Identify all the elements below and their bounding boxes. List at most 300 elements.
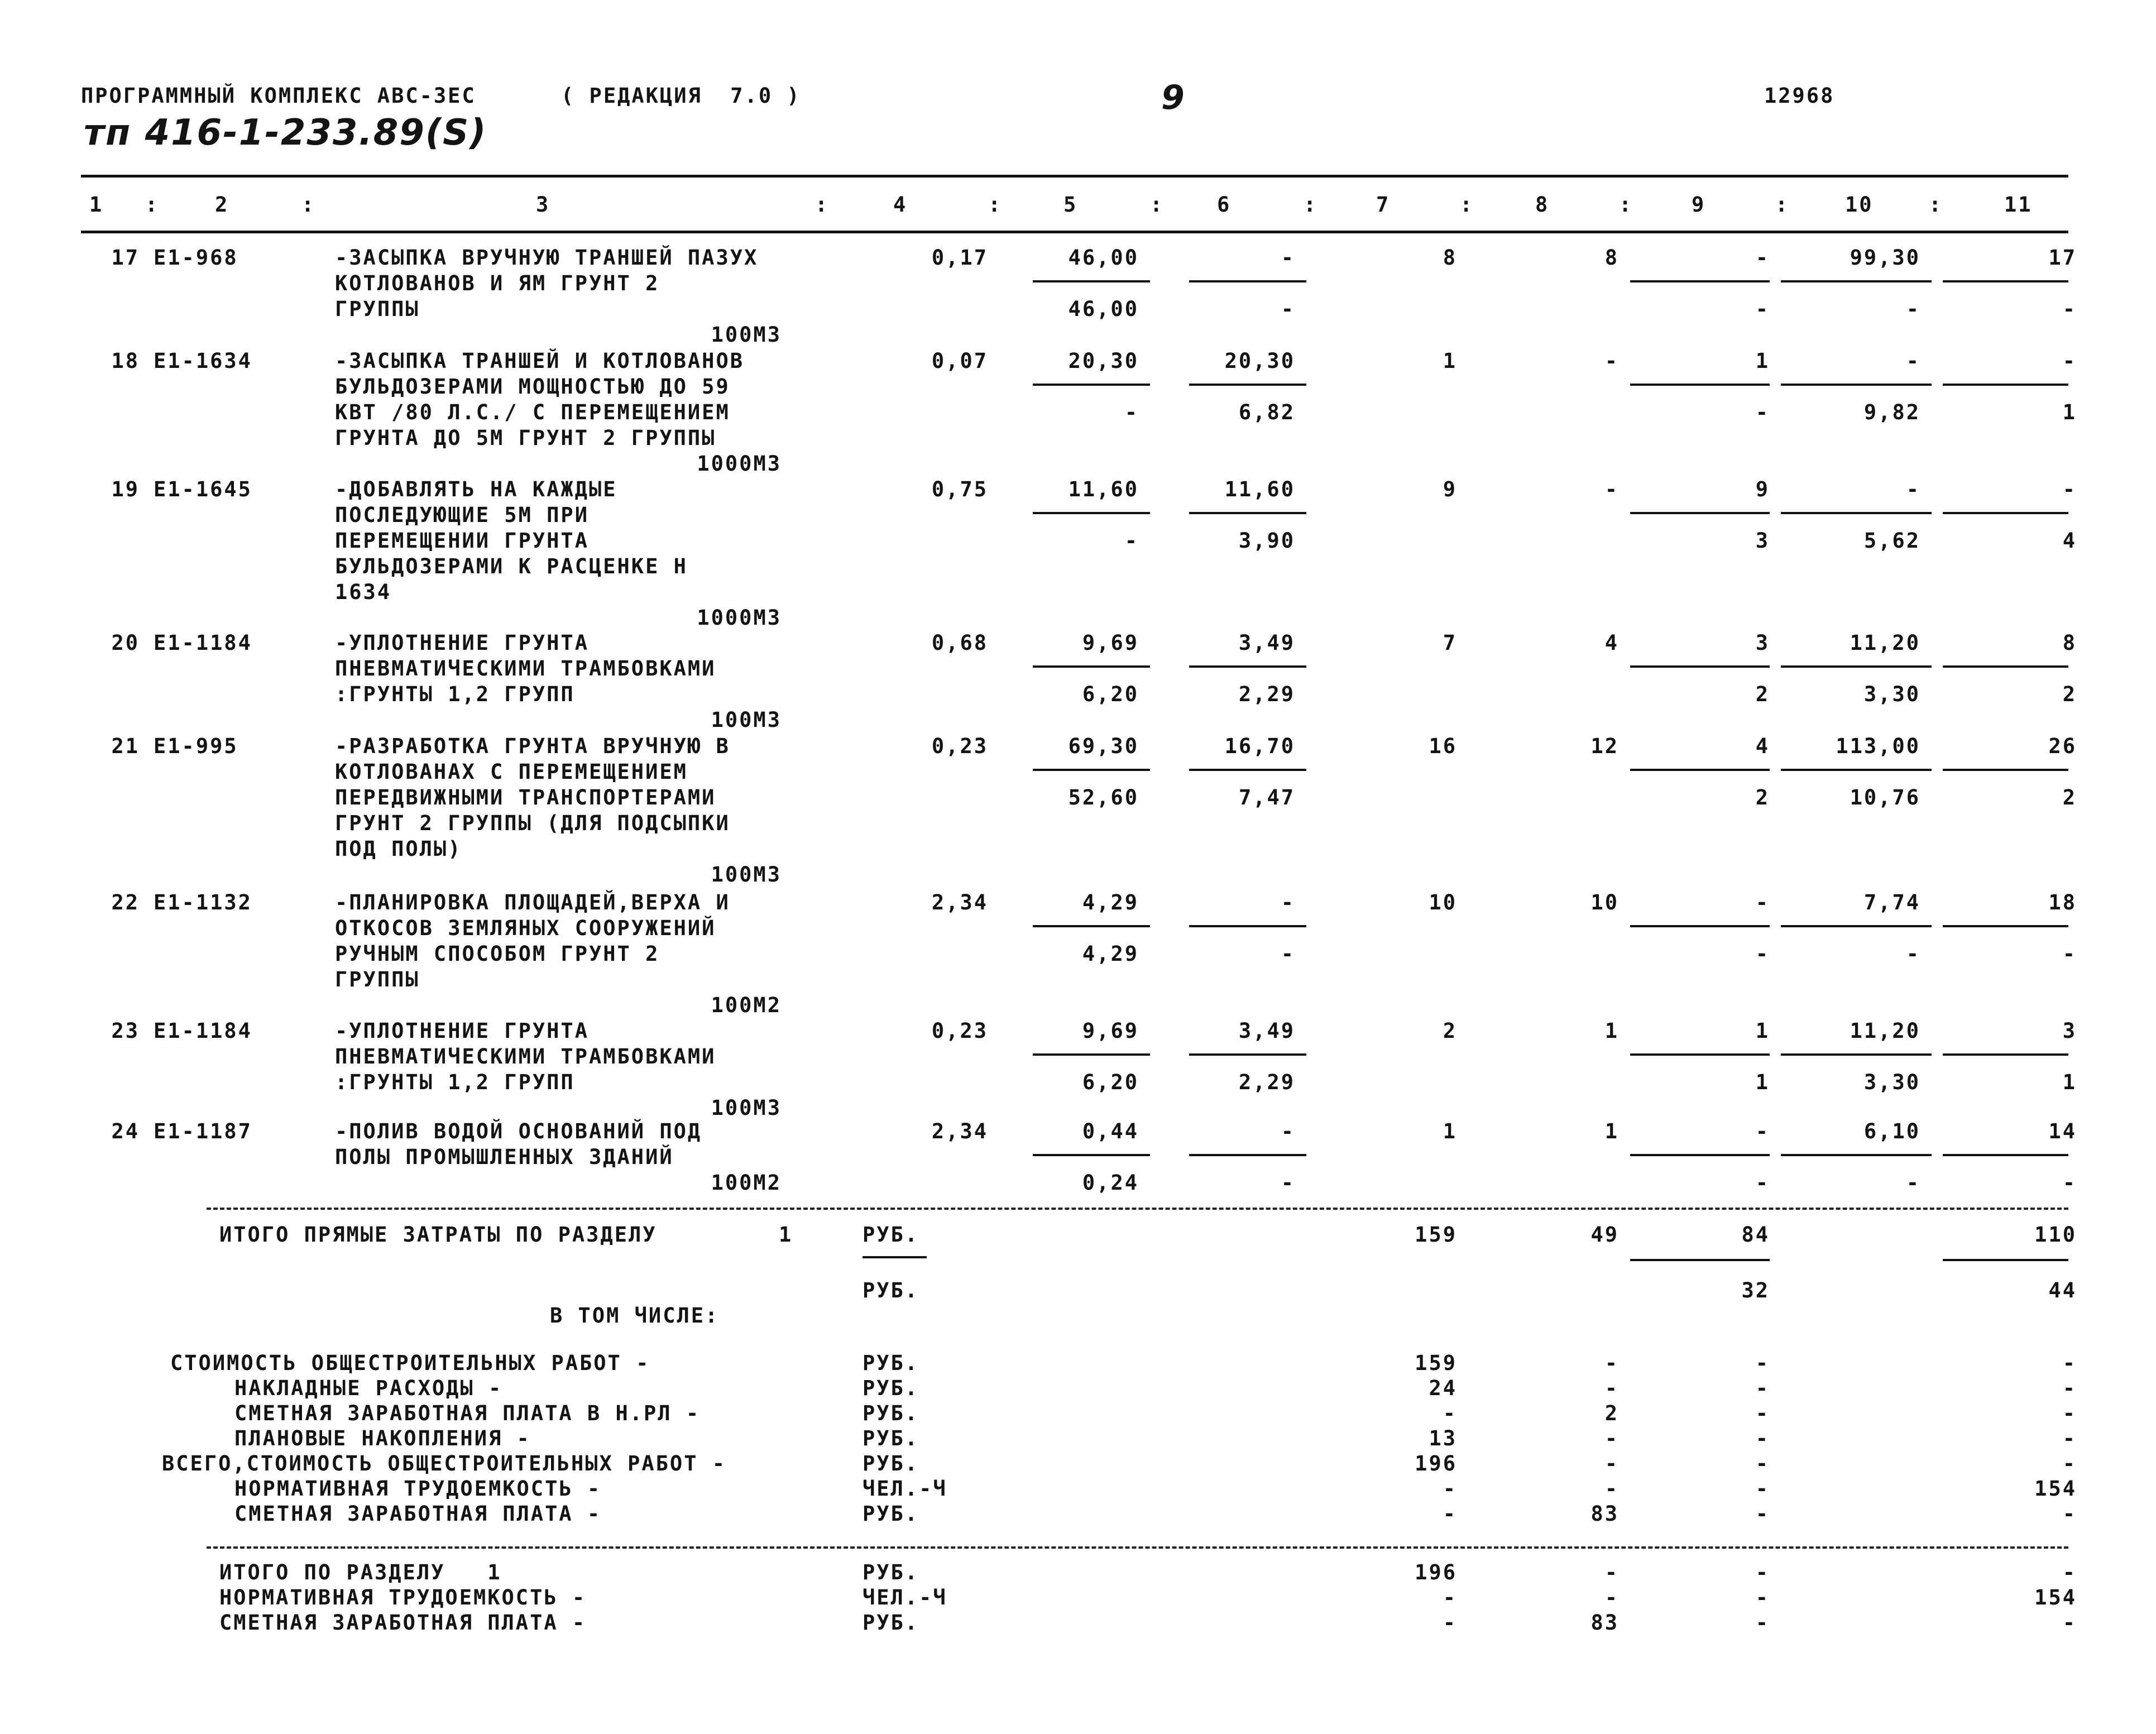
section-total-c9: -	[1755, 1611, 1770, 1635]
row-description-line: ГРУНТ 2 ГРУППЫ (ДЛЯ ПОДСЫПКИ	[335, 811, 730, 835]
breakdown-c11: -	[2062, 1502, 2077, 1526]
row-c9-top: 3	[1755, 631, 1770, 655]
row-code: E1-1184	[154, 631, 252, 655]
row-c6-rule	[1189, 1053, 1306, 1056]
row-c6-wage: -	[1281, 1171, 1295, 1195]
row-c9-rule	[1630, 925, 1770, 927]
column-separator: :	[1619, 193, 1633, 217]
row-c10-rule	[1781, 1154, 1932, 1156]
row-c5-total: 69,30	[1068, 734, 1139, 758]
row-quantity: 0,23	[931, 1019, 988, 1043]
row-description-line: -ПОЛИВ ВОДОЙ ОСНОВАНИЙ ПОД	[335, 1119, 702, 1143]
breakdown-unit: ЧЕЛ.-Ч	[863, 1477, 947, 1501]
row-quantity: 0,23	[931, 734, 988, 758]
row-description-line: ГРУППЫ	[335, 297, 420, 321]
row-c11-rule	[1943, 384, 2068, 386]
handwritten-project-code: тп 416-1-233.89(S)	[84, 112, 487, 154]
row-c10-bottom: 9,82	[1863, 400, 1920, 424]
breakdown-c7: 159	[1415, 1351, 1457, 1375]
row-quantity: 0,17	[931, 246, 988, 270]
column-separator: :	[1460, 193, 1474, 217]
section-total-c7: 196	[1415, 1560, 1457, 1584]
row-c9-top: 4	[1755, 734, 1770, 758]
row-c6-total: 3,49	[1238, 1019, 1295, 1043]
row-description-line: БУЛЬДОЗЕРАМИ МОЩНОСТЬЮ ДО 59	[335, 375, 730, 399]
column-separator: :	[301, 193, 316, 217]
row-c5-wage: 46,00	[1068, 297, 1139, 321]
breakdown-c11: -	[2062, 1426, 2077, 1450]
row-unit: 100М3	[711, 1096, 782, 1120]
row-c5-rule	[1033, 280, 1150, 282]
row-c6-total: -	[1281, 246, 1295, 270]
row-description-line: ПЕРЕМЕЩЕНИИ ГРУНТА	[335, 529, 589, 553]
row-number: 20	[111, 631, 140, 655]
row-c6-wage: -	[1281, 297, 1295, 321]
row-quantity: 2,34	[931, 890, 988, 914]
direct-costs-section: 1	[779, 1223, 793, 1247]
row-c11-bottom: 2	[2062, 682, 2077, 706]
breakdown-unit: РУБ.	[863, 1376, 919, 1400]
direct-unit-b: РУБ.	[863, 1278, 919, 1302]
direct-c11-rule	[1943, 1259, 2068, 1261]
row-c5-total: 9,69	[1082, 631, 1139, 655]
row-c5-total: 4,29	[1082, 890, 1139, 914]
section-total-c8: -	[1604, 1560, 1619, 1584]
direct-c9a: 84	[1741, 1223, 1770, 1247]
row-c6-rule	[1189, 665, 1306, 668]
breakdown-c9: -	[1755, 1502, 1770, 1526]
breakdown-unit: РУБ.	[863, 1452, 919, 1476]
section-total-c9: -	[1755, 1560, 1770, 1584]
row-c6-wage: 2,29	[1238, 1070, 1295, 1094]
row-c9-rule	[1630, 769, 1770, 771]
row-c5-wage: 0,24	[1082, 1171, 1139, 1195]
row-c8: 1	[1604, 1019, 1619, 1043]
row-c6-total: -	[1281, 1119, 1295, 1143]
breakdown-unit: РУБ.	[863, 1426, 919, 1450]
row-c8: -	[1604, 349, 1619, 373]
row-c11-rule	[1943, 665, 2068, 668]
row-description-line: КОТЛОВАНОВ И ЯМ ГРУНТ 2	[335, 271, 660, 295]
row-code: E1-968	[154, 246, 238, 270]
row-c5-rule	[1033, 769, 1150, 771]
breakdown-c11: -	[2062, 1401, 2077, 1425]
row-description-line: -ДОБАВЛЯТЬ НА КАЖДЫЕ	[335, 477, 617, 501]
breakdown-label: ВСЕГО,СТОИМОСТЬ ОБЩЕСТРОИТЕЛЬНЫХ РАБОТ -	[162, 1452, 727, 1476]
breakdown-label: СТОИМОСТЬ ОБЩЕСТРОИТЕЛЬНЫХ РАБОТ -	[170, 1351, 650, 1375]
row-c9-bottom: 1	[1755, 1070, 1770, 1094]
row-c11-rule	[1943, 512, 2068, 514]
breakdown-c8: -	[1604, 1477, 1619, 1501]
section-total-c7: -	[1443, 1585, 1457, 1610]
column-separator: :	[1775, 193, 1790, 217]
row-description-line: КОТЛОВАНАХ С ПЕРЕМЕЩЕНИЕМ	[335, 760, 688, 784]
row-description-line: -УПЛОТНЕНИЕ ГРУНТА	[335, 631, 589, 655]
column-separator: :	[1304, 193, 1318, 217]
row-c9-rule	[1630, 384, 1770, 386]
row-c8: -	[1604, 477, 1619, 501]
row-number: 19	[111, 477, 140, 501]
row-c11-top: 3	[2062, 1019, 2077, 1043]
row-code: E1-1132	[154, 890, 252, 914]
section-total-unit: РУБ.	[863, 1611, 919, 1635]
direct-costs-label: ИТОГО ПРЯМЫЕ ЗАТРАТЫ ПО РАЗДЕЛУ	[219, 1223, 657, 1247]
breakdown-c8: -	[1604, 1351, 1619, 1375]
row-c8: 12	[1590, 734, 1619, 758]
direct-c7: 159	[1415, 1223, 1457, 1247]
row-c10-bottom: 3,30	[1863, 682, 1920, 706]
direct-c9b: 32	[1741, 1278, 1770, 1302]
row-c10-rule	[1781, 280, 1932, 282]
column-header-10: 11	[2004, 193, 2033, 217]
section-total-c8: -	[1604, 1585, 1619, 1610]
row-c6-total: 20,30	[1224, 349, 1295, 373]
direct-c8: 49	[1590, 1223, 1619, 1247]
row-c9-top: 9	[1755, 477, 1770, 501]
row-c5-rule	[1033, 384, 1150, 386]
including-label: В ТОМ ЧИСЛЕ:	[550, 1304, 720, 1328]
row-c9-bottom: -	[1755, 942, 1770, 966]
row-description-line: -РАЗРАБОТКА ГРУНТА ВРУЧНУЮ В	[335, 734, 730, 758]
row-c5-rule	[1033, 512, 1150, 514]
row-c11-top: 18	[2048, 890, 2077, 914]
breakdown-c8: 83	[1590, 1502, 1619, 1526]
row-c5-wage: 6,20	[1082, 682, 1139, 706]
row-description-line: БУЛЬДОЗЕРАМИ К РАСЦЕНКЕ Н	[335, 554, 688, 578]
row-code: E1-1645	[154, 477, 252, 501]
column-header-1: 2	[215, 193, 229, 217]
column-header-7: 8	[1535, 193, 1550, 217]
row-c9-bottom: 2	[1755, 682, 1770, 706]
row-c10-top: 7,74	[1863, 890, 1920, 914]
row-unit: 1000М3	[697, 452, 782, 476]
row-description-line: ПНЕВМАТИЧЕСКИМИ ТРАМБОВКАМИ	[335, 1045, 716, 1069]
row-c9-bottom: -	[1755, 1171, 1770, 1195]
direct-c9-rule	[1630, 1259, 1770, 1261]
column-header-8: 9	[1692, 193, 1706, 217]
breakdown-c9: -	[1755, 1452, 1770, 1476]
section-total-c11: -	[2062, 1611, 2077, 1635]
row-description-line: ПНЕВМАТИЧЕСКИМИ ТРАМБОВКАМИ	[335, 657, 716, 681]
column-header-9: 10	[1845, 193, 1874, 217]
column-header-3: 4	[893, 193, 908, 217]
row-c9-bottom: 2	[1755, 785, 1770, 809]
row-quantity: 0,75	[931, 477, 988, 501]
row-c6-rule	[1189, 512, 1306, 514]
row-c10-top: 99,30	[1850, 246, 1920, 270]
header-bottom-rule	[81, 231, 2068, 233]
row-c7: 7	[1443, 631, 1457, 655]
breakdown-unit: РУБ.	[863, 1401, 919, 1425]
row-c11-bottom: -	[2062, 297, 2077, 321]
row-c8: 1	[1604, 1119, 1619, 1143]
column-separator: :	[145, 193, 160, 217]
row-description-line: РУЧНЫМ СПОСОБОМ ГРУНТ 2	[335, 942, 660, 966]
breakdown-label: НАКЛАДНЫЕ РАСХОДЫ -	[234, 1376, 503, 1400]
row-c7: 1	[1443, 349, 1457, 373]
row-c5-rule	[1033, 925, 1150, 927]
row-c6-wage: 6,82	[1238, 400, 1295, 424]
breakdown-c9: -	[1755, 1401, 1770, 1425]
row-unit: 100М3	[711, 708, 782, 732]
row-c6-total: 16,70	[1224, 734, 1295, 758]
row-c7: 9	[1443, 477, 1457, 501]
row-c6-total: 3,49	[1238, 631, 1295, 655]
row-description-line: -ЗАСЫПКА ВРУЧНУЮ ТРАНШЕЙ ПАЗУХ	[335, 246, 759, 270]
doc-number: 12968	[1764, 84, 1835, 108]
row-c11-bottom: 4	[2062, 529, 2077, 553]
direct-c11a: 110	[2034, 1223, 2077, 1247]
row-c7: 1	[1443, 1119, 1457, 1143]
program-title: ПРОГРАММНЫЙ КОМПЛЕКС АВС-ЗЕС	[81, 84, 476, 108]
row-c9-bottom: 3	[1755, 529, 1770, 553]
row-c9-top: 1	[1755, 1019, 1770, 1043]
row-c10-top: -	[1906, 477, 1920, 501]
row-quantity: 0,68	[931, 631, 988, 655]
breakdown-c9: -	[1755, 1426, 1770, 1450]
row-c11-bottom: 1	[2062, 400, 2077, 424]
row-c11-rule	[1943, 1053, 2068, 1056]
column-header-5: 6	[1217, 193, 1232, 217]
row-description-line: ПЕРЕДВИЖНЫМИ ТРАНСПОРТЕРАМИ	[335, 785, 716, 809]
row-c10-bottom: 3,30	[1863, 1070, 1920, 1094]
row-c10-bottom: 10,76	[1850, 785, 1920, 809]
row-c10-bottom: -	[1906, 1171, 1920, 1195]
row-c11-rule	[1943, 925, 2068, 927]
row-c5-wage: 52,60	[1068, 785, 1139, 809]
breakdown-c11: -	[2062, 1452, 2077, 1476]
column-separator: :	[815, 193, 830, 217]
row-description-line: КВТ /80 Л.С./ С ПЕРЕМЕЩЕНИЕМ	[335, 400, 730, 424]
row-c10-rule	[1781, 384, 1932, 386]
row-c9-top: -	[1755, 246, 1770, 270]
row-code: E1-1634	[154, 349, 252, 373]
column-header-4: 5	[1063, 193, 1078, 217]
row-code: E1-1187	[154, 1119, 252, 1143]
row-c11-top: 17	[2048, 246, 2077, 270]
row-c10-top: 113,00	[1836, 734, 1920, 758]
row-c11-bottom: 1	[2062, 1070, 2077, 1094]
unit-underline	[863, 1256, 927, 1258]
breakdown-c7: 24	[1429, 1376, 1457, 1400]
section-total-unit: РУБ.	[863, 1560, 919, 1584]
row-c6-wage: 3,90	[1238, 529, 1295, 553]
column-header-6: 7	[1376, 193, 1391, 217]
breakdown-c8: -	[1604, 1376, 1619, 1400]
breakdown-c7: -	[1443, 1502, 1457, 1526]
breakdown-c7: -	[1443, 1401, 1457, 1425]
breakdown-label: СМЕТНАЯ ЗАРАБОТНАЯ ПЛАТА -	[234, 1502, 602, 1526]
row-unit: 100М2	[711, 1171, 782, 1195]
row-description-line: ГРУНТА ДО 5М ГРУНТ 2 ГРУППЫ	[335, 426, 716, 450]
row-c9-rule	[1630, 665, 1770, 668]
row-number: 23	[111, 1019, 140, 1043]
row-c10-rule	[1781, 512, 1932, 514]
edition-label: ( РЕДАКЦИЯ 7.0 )	[561, 84, 801, 108]
row-c5-rule	[1033, 665, 1150, 668]
row-c10-top: 6,10	[1863, 1119, 1920, 1143]
row-code: E1-995	[154, 734, 238, 758]
row-c5-rule	[1033, 1053, 1150, 1056]
row-description-line: -ПЛАНИРОВКА ПЛОЩАДЕЙ,ВЕРХА И	[335, 890, 730, 914]
column-separator: :	[1929, 193, 1943, 217]
row-c5-total: 0,44	[1082, 1119, 1139, 1143]
direct-c11b: 44	[2048, 1278, 2077, 1302]
breakdown-c8: -	[1604, 1452, 1619, 1476]
row-c11-rule	[1943, 280, 2068, 282]
row-c6-rule	[1189, 1154, 1306, 1156]
row-c6-rule	[1189, 769, 1306, 771]
row-c10-bottom: 5,62	[1863, 529, 1920, 553]
row-c6-wage: 2,29	[1238, 682, 1295, 706]
row-description-line: ОТКОСОВ ЗЕМЛЯНЫХ СООРУЖЕНИЙ	[335, 916, 716, 940]
header-top-rule	[81, 175, 2068, 178]
row-c11-top: 26	[2048, 734, 2077, 758]
section-total-c11: 154	[2034, 1585, 2077, 1610]
row-c10-top: 11,20	[1850, 631, 1920, 655]
row-number: 17	[111, 246, 140, 270]
row-c10-top: 11,20	[1850, 1019, 1920, 1043]
row-c6-total: 11,60	[1224, 477, 1295, 501]
row-number: 18	[111, 349, 140, 373]
breakdown-c7: 196	[1415, 1452, 1457, 1476]
row-description-line: -УПЛОТНЕНИЕ ГРУНТА	[335, 1019, 589, 1043]
row-unit: 100М3	[711, 323, 782, 347]
breakdown-unit: РУБ.	[863, 1502, 919, 1526]
section-total-c11: -	[2062, 1560, 2077, 1584]
row-c5-wage: 4,29	[1082, 942, 1139, 966]
row-c10-rule	[1781, 665, 1932, 668]
row-c5-total: 11,60	[1068, 477, 1139, 501]
row-c5-rule	[1033, 1154, 1150, 1156]
row-c11-top: -	[2062, 349, 2077, 373]
column-separator: :	[1150, 193, 1165, 217]
row-description-line: ГРУППЫ	[335, 967, 420, 991]
row-c11-top: 14	[2048, 1119, 2077, 1143]
row-quantity: 2,34	[931, 1119, 988, 1143]
row-description-line: ПОД ПОЛЫ)	[335, 837, 462, 861]
row-c11-bottom: 2	[2062, 785, 2077, 809]
breakdown-label: СМЕТНАЯ ЗАРАБОТНАЯ ПЛАТА В Н.РЛ -	[234, 1401, 701, 1425]
row-c7: 16	[1429, 734, 1457, 758]
row-c9-top: 1	[1755, 349, 1770, 373]
section-totals-rule	[207, 1546, 2068, 1551]
row-c5-wage: 6,20	[1082, 1070, 1139, 1094]
row-c10-top: -	[1906, 349, 1920, 373]
row-description-line: :ГРУНТЫ 1,2 ГРУПП	[335, 1070, 575, 1094]
row-c9-rule	[1630, 1154, 1770, 1156]
row-c9-top: -	[1755, 890, 1770, 914]
breakdown-c11: -	[2062, 1351, 2077, 1375]
section-total-label: ИТОГО ПО РАЗДЕЛУ 1	[219, 1560, 502, 1584]
row-c8: 4	[1604, 631, 1619, 655]
row-c5-total: 20,30	[1068, 349, 1139, 373]
row-c9-rule	[1630, 512, 1770, 514]
section-total-c9: -	[1755, 1585, 1770, 1610]
row-c5-wage: -	[1124, 529, 1139, 553]
row-c7: 8	[1443, 246, 1457, 270]
breakdown-c11: -	[2062, 1376, 2077, 1400]
row-unit: 100М3	[711, 863, 782, 887]
row-c6-rule	[1189, 925, 1306, 927]
page-number: 9	[1161, 78, 1186, 117]
row-c11-rule	[1943, 1154, 2068, 1156]
section-total-unit: ЧЕЛ.-Ч	[863, 1585, 947, 1610]
row-c10-bottom: -	[1906, 942, 1920, 966]
row-c10-rule	[1781, 1053, 1932, 1056]
breakdown-c9: -	[1755, 1351, 1770, 1375]
breakdown-c9: -	[1755, 1376, 1770, 1400]
row-unit: 100М2	[711, 993, 782, 1017]
totals-rule	[207, 1208, 2068, 1212]
breakdown-label: ПЛАНОВЫЕ НАКОПЛЕНИЯ -	[234, 1426, 531, 1450]
section-total-label: НОРМАТИВНАЯ ТРУДОЕМКОСТЬ -	[219, 1585, 587, 1610]
breakdown-c11: 154	[2034, 1477, 2077, 1501]
row-c10-rule	[1781, 769, 1932, 771]
row-description-line: ПОСЛЕДУЮЩИЕ 5М ПРИ	[335, 503, 589, 527]
row-c5-wage: -	[1124, 400, 1139, 424]
row-c9-bottom: -	[1755, 297, 1770, 321]
row-number: 22	[111, 890, 140, 914]
row-c6-rule	[1189, 280, 1306, 282]
row-description-line: :ГРУНТЫ 1,2 ГРУПП	[335, 682, 575, 706]
row-c10-bottom: -	[1906, 297, 1920, 321]
breakdown-c8: 2	[1604, 1401, 1619, 1425]
row-c9-rule	[1630, 1053, 1770, 1056]
section-total-c8: 83	[1590, 1611, 1619, 1635]
row-c5-total: 46,00	[1068, 246, 1139, 270]
row-c7: 2	[1443, 1019, 1457, 1043]
row-c10-rule	[1781, 925, 1932, 927]
row-c5-total: 9,69	[1082, 1019, 1139, 1043]
breakdown-c9: -	[1755, 1477, 1770, 1501]
row-description-line: ПОЛЫ ПРОМЫШЛЕННЫХ ЗДАНИЙ	[335, 1145, 674, 1169]
row-c7: 10	[1429, 890, 1457, 914]
row-c6-total: -	[1281, 890, 1295, 914]
row-description-line: 1634	[335, 580, 392, 604]
row-c11-bottom: -	[2062, 1171, 2077, 1195]
column-header-0: 1	[89, 193, 104, 217]
breakdown-unit: РУБ.	[863, 1351, 919, 1375]
row-c9-bottom: -	[1755, 400, 1770, 424]
row-number: 21	[111, 734, 140, 758]
row-number: 24	[111, 1119, 140, 1143]
row-c6-wage: -	[1281, 942, 1295, 966]
row-c9-rule	[1630, 280, 1770, 282]
row-description-line: -ЗАСЫПКА ТРАНШЕЙ И КОТЛОВАНОВ	[335, 349, 745, 373]
row-unit: 1000М3	[697, 606, 782, 630]
direct-unit-a: РУБ.	[863, 1223, 919, 1247]
row-code: E1-1184	[154, 1019, 252, 1043]
row-c11-top: 8	[2062, 631, 2077, 655]
breakdown-c8: -	[1604, 1426, 1619, 1450]
row-c11-top: -	[2062, 477, 2077, 501]
column-separator: :	[988, 193, 1003, 217]
breakdown-c7: 13	[1429, 1426, 1457, 1450]
row-c11-rule	[1943, 769, 2068, 771]
column-header-2: 3	[536, 193, 550, 217]
row-c11-bottom: -	[2062, 942, 2077, 966]
breakdown-c7: -	[1443, 1477, 1457, 1501]
section-total-label: СМЕТНАЯ ЗАРАБОТНАЯ ПЛАТА -	[219, 1611, 587, 1635]
breakdown-label: НОРМАТИВНАЯ ТРУДОЕМКОСТЬ -	[234, 1477, 602, 1501]
section-total-c7: -	[1443, 1611, 1457, 1635]
row-c9-top: -	[1755, 1119, 1770, 1143]
row-c6-wage: 7,47	[1238, 785, 1295, 809]
row-c8: 10	[1590, 890, 1619, 914]
row-quantity: 0,07	[931, 349, 988, 373]
row-c8: 8	[1604, 246, 1619, 270]
